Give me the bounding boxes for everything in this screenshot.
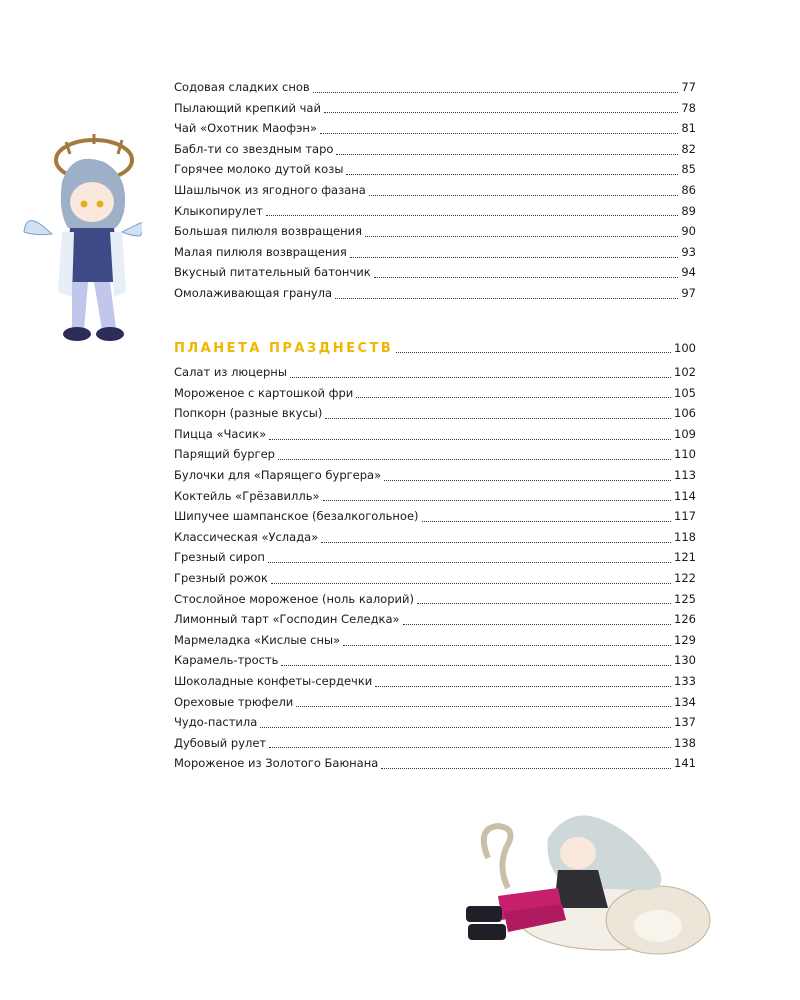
toc-entry-page: 105 <box>674 385 696 400</box>
toc-entry-page: 138 <box>674 735 696 750</box>
leader-dots <box>369 183 679 196</box>
toc-entry[interactable] <box>174 201 696 222</box>
leader-dots <box>325 406 671 419</box>
toc-entry-title: Содовая сладких снов <box>174 80 310 94</box>
toc-entry[interactable] <box>174 262 696 283</box>
toc-entry-page: 86 <box>681 182 696 197</box>
toc-entry-page: 122 <box>674 570 696 585</box>
toc-entry[interactable] <box>174 98 696 119</box>
toc-entry-title: Шоколадные конфеты-сердечки <box>174 673 373 688</box>
toc-entry[interactable] <box>174 283 696 304</box>
toc-entry[interactable] <box>174 139 696 160</box>
toc-entry[interactable] <box>174 527 696 548</box>
leader-dots <box>403 612 671 625</box>
toc-entry-title: Вкусный питательный батончик <box>174 265 371 280</box>
leader-dots <box>266 203 679 216</box>
toc-entry-page: 77 <box>681 80 696 94</box>
toc-entry[interactable] <box>174 362 696 383</box>
leader-dots <box>396 340 671 353</box>
toc-entry-page: 141 <box>674 756 696 771</box>
toc-entry-title: Карамель-трость <box>174 653 279 668</box>
toc-entry-page: 102 <box>674 365 696 379</box>
toc-entry[interactable] <box>174 180 696 201</box>
section-heading[interactable] <box>174 336 696 360</box>
toc-entry-title: Мармеладка «Кислые сны» <box>174 632 341 647</box>
toc-entry-page: 89 <box>681 203 696 218</box>
toc-entry-title: Стослойное мороженое (ноль калорий) <box>174 591 414 606</box>
leader-dots <box>417 591 671 604</box>
toc-group-1 <box>174 77 696 304</box>
leader-dots <box>260 715 671 728</box>
toc-entry-title: Горячее молоко дутой козы <box>174 162 344 177</box>
chibi-lion-illustration <box>458 808 728 958</box>
section-title: ПЛАНЕТА ПРАЗДНЕСТВ <box>174 341 394 356</box>
toc-entry-page: 81 <box>681 121 696 136</box>
toc-entry-title: Мороженое с картошкой фри <box>174 385 354 400</box>
leader-dots <box>321 530 671 543</box>
toc-entry-page: 93 <box>681 244 696 259</box>
toc-entry-page: 117 <box>674 509 696 524</box>
toc-entry-page: 126 <box>674 612 696 627</box>
toc-entry-title: Шашлычок из ягодного фазана <box>174 182 366 197</box>
section-page: 100 <box>674 341 696 355</box>
toc-entry[interactable] <box>174 589 696 610</box>
toc-entry[interactable] <box>174 159 696 180</box>
leader-dots <box>320 121 678 134</box>
leader-dots <box>323 488 672 501</box>
toc-entry-page: 85 <box>681 162 696 177</box>
toc-entry-title: Парящий бургер <box>174 447 275 462</box>
toc-entry-page: 82 <box>681 141 696 156</box>
toc-entry[interactable] <box>174 568 696 589</box>
toc-entry-title: Грезный сироп <box>174 550 265 565</box>
leader-dots <box>346 162 678 175</box>
toc-entry-title: Большая пилюля возвращения <box>174 224 363 239</box>
toc-entry[interactable] <box>174 733 696 754</box>
toc-entry-title: Салат из люцерны <box>174 365 287 379</box>
toc-entry[interactable] <box>174 383 696 404</box>
leader-dots <box>343 633 671 646</box>
toc-entry-page: 90 <box>681 224 696 239</box>
leader-dots <box>268 550 671 563</box>
toc-entry-title: Чай «Охотник Маофэн» <box>174 121 317 136</box>
leader-dots <box>269 427 671 440</box>
toc-entry[interactable] <box>174 712 696 733</box>
toc-entry[interactable] <box>174 77 696 98</box>
toc-entry-page: 78 <box>681 100 696 115</box>
toc-entry-title: Бабл-ти со звездным таро <box>174 141 334 156</box>
toc-entry-title: Ореховые трюфели <box>174 694 294 709</box>
leader-dots <box>269 735 671 748</box>
leader-dots <box>375 674 671 687</box>
leader-dots <box>422 509 672 522</box>
toc-entry-title: Омолаживающая гранула <box>174 285 333 300</box>
toc-entry-page: 121 <box>674 550 696 565</box>
leader-dots <box>281 653 671 666</box>
leader-dots <box>324 100 678 113</box>
toc-entry-title: Клыкопирулет <box>174 203 263 218</box>
sleeping-character-lion-icon <box>458 808 728 958</box>
toc-entry[interactable] <box>174 465 696 486</box>
toc-entry-title: Малая пилюля возвращения <box>174 244 347 259</box>
leader-dots <box>313 80 679 93</box>
toc-entry-title: Чудо-пастила <box>174 715 258 730</box>
leader-dots <box>290 365 671 378</box>
leader-dots <box>296 694 671 707</box>
chibi-angel-icon <box>22 132 142 347</box>
toc-entry[interactable] <box>174 403 696 424</box>
toc-entry[interactable] <box>174 671 696 692</box>
toc-entry-page: 130 <box>674 653 696 668</box>
toc-entry[interactable] <box>174 650 696 671</box>
toc-entry-page: 113 <box>674 467 696 482</box>
toc-section <box>174 336 696 360</box>
toc-entry[interactable] <box>174 221 696 242</box>
leader-dots <box>381 756 671 769</box>
chibi-angel-illustration <box>22 132 142 347</box>
toc-entry[interactable] <box>174 692 696 713</box>
leader-dots <box>365 224 678 237</box>
toc-entry-title: Классическая «Услада» <box>174 529 319 544</box>
toc-entry-page: 137 <box>674 715 696 730</box>
leader-dots <box>356 385 671 398</box>
toc-entry[interactable] <box>174 630 696 651</box>
toc-entry-page: 125 <box>674 591 696 606</box>
toc-entry[interactable] <box>174 424 696 445</box>
toc-entry-page: 109 <box>674 426 696 441</box>
toc-entry-page: 114 <box>674 488 696 503</box>
toc-entry[interactable] <box>174 506 696 527</box>
leader-dots <box>278 447 671 460</box>
toc-entry-title: Булочки для «Парящего бургера» <box>174 467 382 482</box>
toc-entry[interactable] <box>174 118 696 139</box>
leader-dots <box>350 245 679 258</box>
leader-dots <box>374 265 679 278</box>
leader-dots <box>384 468 671 481</box>
toc-entry-title: Шипучее шампанское (безалкогольное) <box>174 509 419 524</box>
toc-entry-title: Грезный рожок <box>174 570 268 585</box>
toc-entry-title: Лимонный тарт «Господин Селедка» <box>174 612 400 627</box>
toc-entry-title: Попкорн (разные вкусы) <box>174 406 323 421</box>
leader-dots <box>271 571 671 584</box>
leader-dots <box>336 142 678 155</box>
toc-entry-page: 110 <box>674 447 696 462</box>
toc-entry-page: 94 <box>681 265 696 280</box>
toc-entry-title: Мороженое из Золотого Баюнана <box>174 756 379 771</box>
toc-entry-page: 106 <box>674 406 696 421</box>
toc-entry-page: 134 <box>674 694 696 709</box>
toc-entry-title: Пылающий крепкий чай <box>174 100 321 115</box>
leader-dots <box>335 286 678 299</box>
toc-entry-title: Коктейль «Грёзавилль» <box>174 488 320 503</box>
toc-entry[interactable] <box>174 486 696 507</box>
toc-entry[interactable] <box>174 242 696 263</box>
toc-entry-page: 118 <box>674 529 696 544</box>
toc-entry-page: 129 <box>674 632 696 647</box>
toc-entry-page: 133 <box>674 673 696 688</box>
toc-entry[interactable] <box>174 609 696 630</box>
toc-entry-page: 97 <box>681 285 696 300</box>
toc-entry[interactable] <box>174 444 696 465</box>
toc-entry-title: Дубовый рулет <box>174 735 267 750</box>
toc-entry[interactable] <box>174 547 696 568</box>
toc-entry-title: Пицца «Часик» <box>174 426 267 441</box>
toc-entry[interactable] <box>174 753 696 774</box>
toc-group-2 <box>174 362 696 774</box>
